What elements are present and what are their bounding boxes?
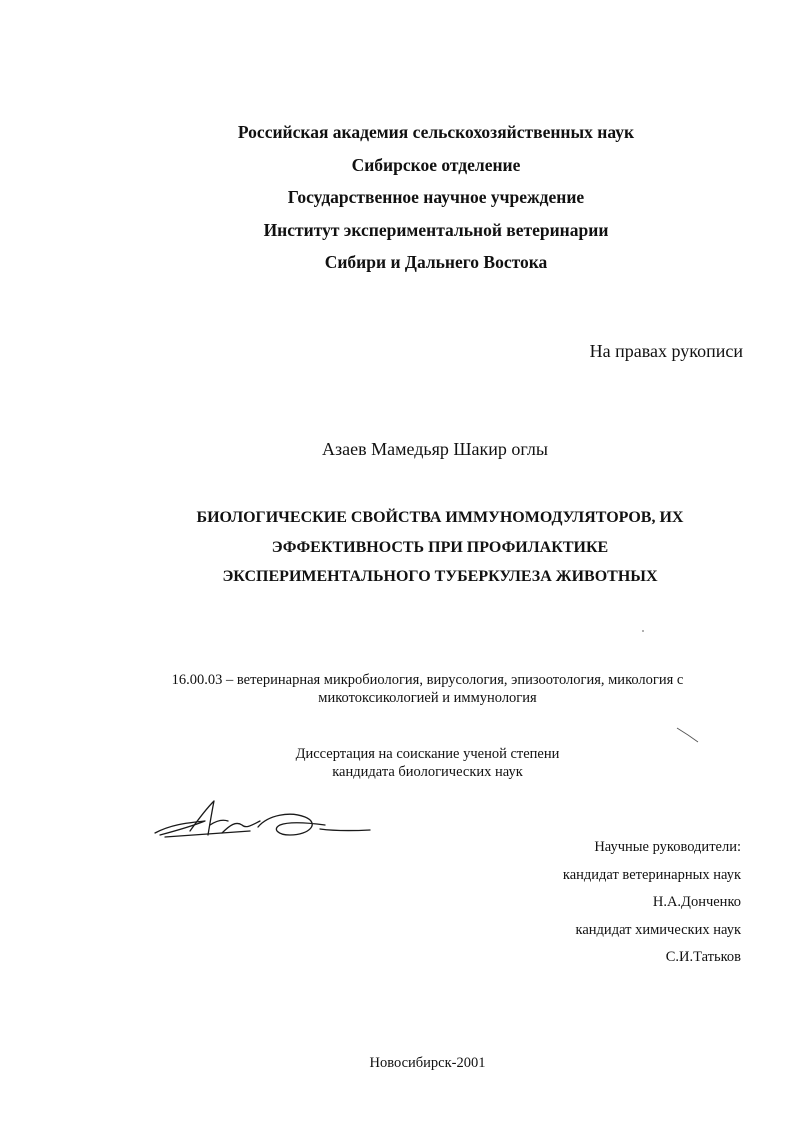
org-line-branch: Сибирское отделение xyxy=(351,154,521,175)
org-line-institute: Институт экспериментальной ветеринарии xyxy=(263,219,609,240)
specialty-line-2: микотоксикологией и иммунология xyxy=(318,690,537,706)
scan-artifact-mark xyxy=(676,726,700,744)
title-line-1: БИОЛОГИЧЕСКИЕ СВОЙСТВА ИММУНОМОДУЛЯТОРОВ, ИХ xyxy=(196,509,684,526)
scan-artifact-dot xyxy=(640,628,646,634)
specialty-line-1: 16.00.03 – ветеринарная микробиология, вирусология, эпизоотология, микология с xyxy=(171,672,684,688)
org-line-institution-type: Государственное научное учреждение xyxy=(287,187,585,207)
city-year: Новосибирск-2001 xyxy=(369,1055,486,1071)
specialty-code xyxy=(0,671,793,707)
degree-line-1: Диссертация на соискание ученой степени xyxy=(295,746,560,762)
degree-statement xyxy=(0,745,793,781)
degree-line-2: кандидата биологических наук xyxy=(332,764,523,780)
org-line-region: Сибири и Дальнего Востока xyxy=(324,252,548,272)
author-signature xyxy=(150,795,380,845)
title-line-3: ЭКСПЕРИМЕНТАЛЬНОГО ТУБЕРКУЛЕЗА ЖИВОТНЫХ xyxy=(222,568,658,585)
org-line-academy: Российская академия сельскохозяйственных наук xyxy=(237,122,635,142)
supervisor-1-degree: кандидат ветеринарных наук xyxy=(562,866,741,883)
author-name: Азаев Мамедьяр Шакир оглы xyxy=(322,439,548,459)
organization-header xyxy=(0,116,793,279)
dissertation-title xyxy=(0,503,793,592)
supervisor-2-degree: кандидат химических наук xyxy=(575,921,741,938)
manuscript-note: На правах рукописи xyxy=(589,341,743,361)
title-line-2: ЭФФЕКТИВНОСТЬ ПРИ ПРОФИЛАКТИКЕ xyxy=(271,538,609,556)
supervisors-block xyxy=(563,834,741,972)
supervisors-heading: Научные руководители: xyxy=(594,839,741,855)
supervisor-2-name: С.И.Татьков xyxy=(665,949,741,965)
supervisor-1-name: Н.А.Донченко xyxy=(652,894,741,910)
